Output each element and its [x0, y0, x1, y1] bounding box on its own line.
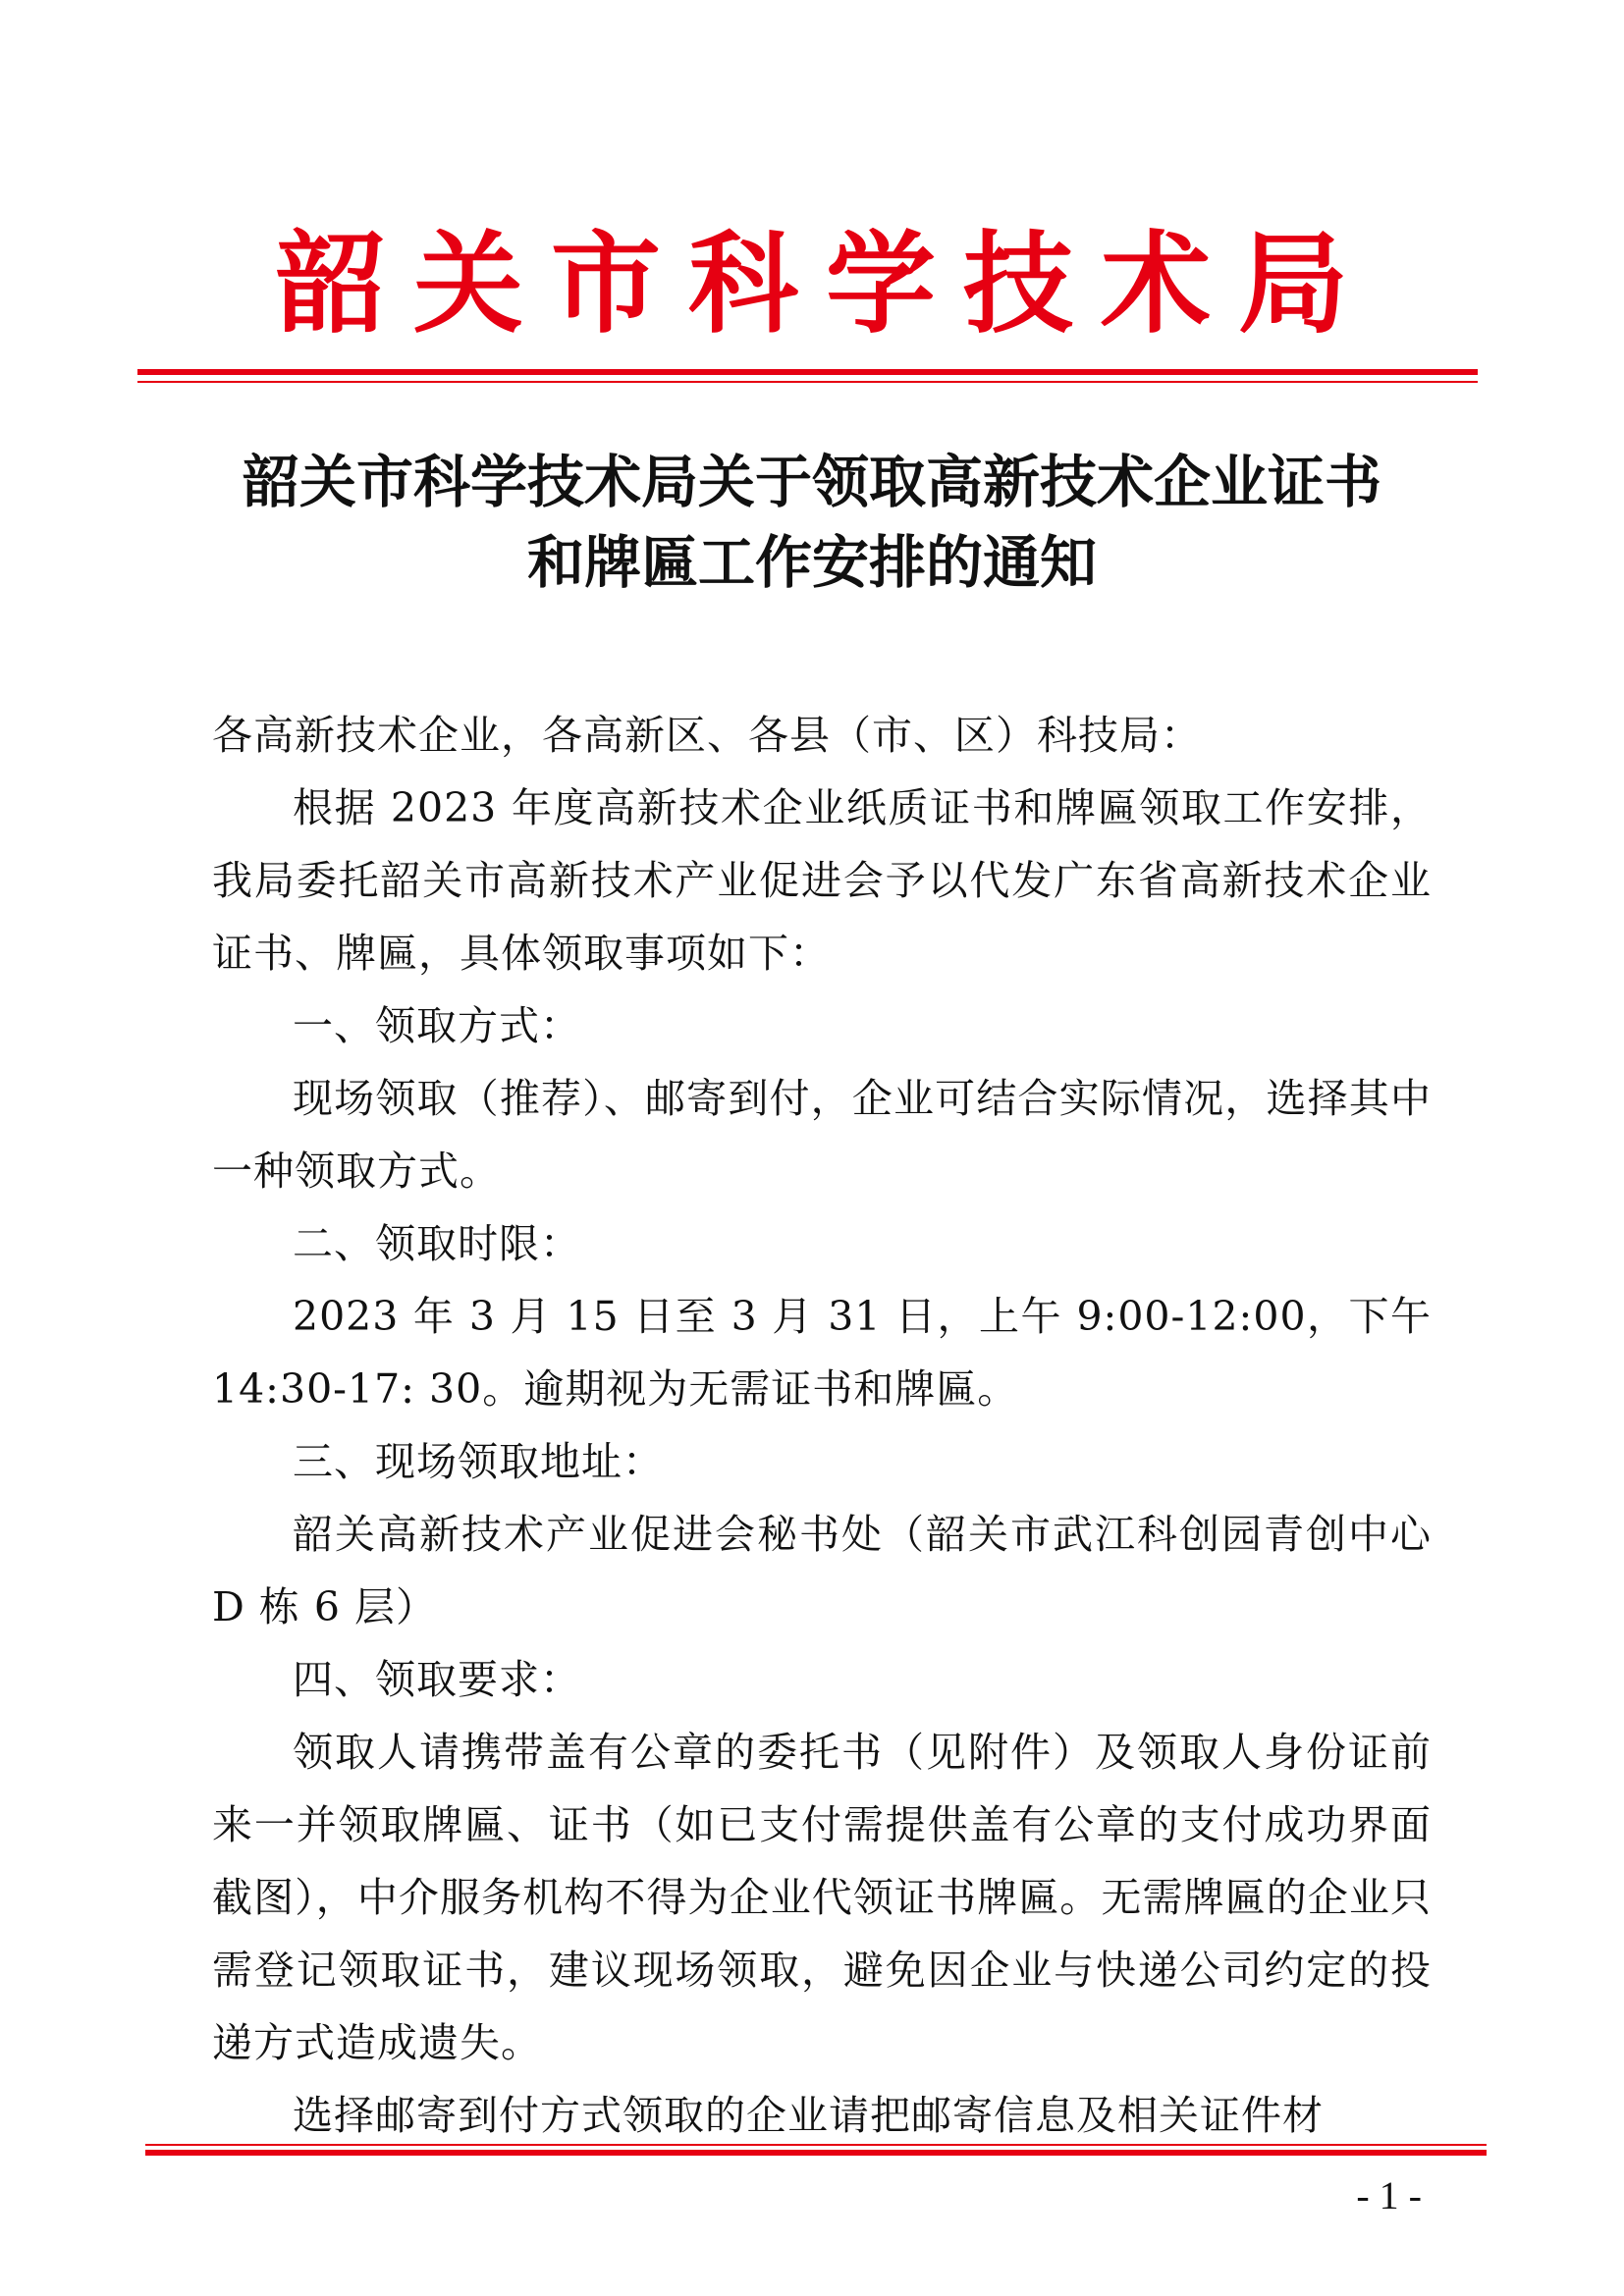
paragraph-time-limit: 2023 年 3 月 15 日至 3 月 31 日，上午 9:00-12:00，下午 14:30-17: 30。逾期视为无需证书和牌匾。	[212, 1293, 1432, 1413]
footer-divider-thin	[145, 2144, 1487, 2146]
letterhead-divider-thin	[137, 381, 1478, 383]
paragraph-address: 韶关高新技术产业促进会秘书处（韶关市武江科创园青创中心 D 栋 6 层）	[212, 1511, 1432, 1630]
section-heading-method: 一、领取方式：	[293, 1002, 581, 1049]
paragraph-intro: 根据 2023 年度高新技术企业纸质证书和牌匾领取工作安排，我局委托韶关市高新技术产业促进会予以代发广东省高新技术企业证书、牌匾，具体领取事项如下：	[212, 784, 1432, 977]
letterhead-org-name: 韶关市科学技术局	[276, 221, 1376, 348]
document-title-line-1: 韶关市科学技术局关于领取高新技术企业证书	[242, 449, 1381, 515]
document-title	[147, 442, 1477, 603]
letterhead-divider-thick	[137, 369, 1478, 375]
section-heading-address: 三、现场领取地址：	[293, 1438, 664, 1485]
page-number: - 1 -	[1356, 2173, 1422, 2217]
section-heading-time-limit: 二、领取时限：	[293, 1220, 581, 1267]
document-body	[212, 699, 1432, 2152]
paragraph-requirements: 领取人请携带盖有公章的委托书（见附件）及领取人身份证前来一并领取牌匾、证书（如已支付需提供盖有公章的支付成功界面截图），中介服务机构不得为企业代领证书牌匾。无需牌匾的企业只需登记领取证书，建议现场领取，避免因企业与快递公司约定的投递方式造成遗失。	[212, 1729, 1432, 2066]
footer-divider-thick	[145, 2150, 1487, 2156]
paragraph-mail-delivery: 选择邮寄到付方式领取的企业请把邮寄信息及相关证件材	[293, 2092, 1324, 2139]
paragraph-method: 现场领取（推荐）、邮寄到付，企业可结合实际情况，选择其中一种领取方式。	[212, 1075, 1432, 1195]
document-title-line-2: 和牌匾工作安排的通知	[526, 529, 1097, 596]
section-heading-requirements: 四、领取要求：	[293, 1656, 581, 1703]
salutation: 各高新技术企业，各高新区、各县（市、区）科技局：	[212, 712, 1202, 759]
